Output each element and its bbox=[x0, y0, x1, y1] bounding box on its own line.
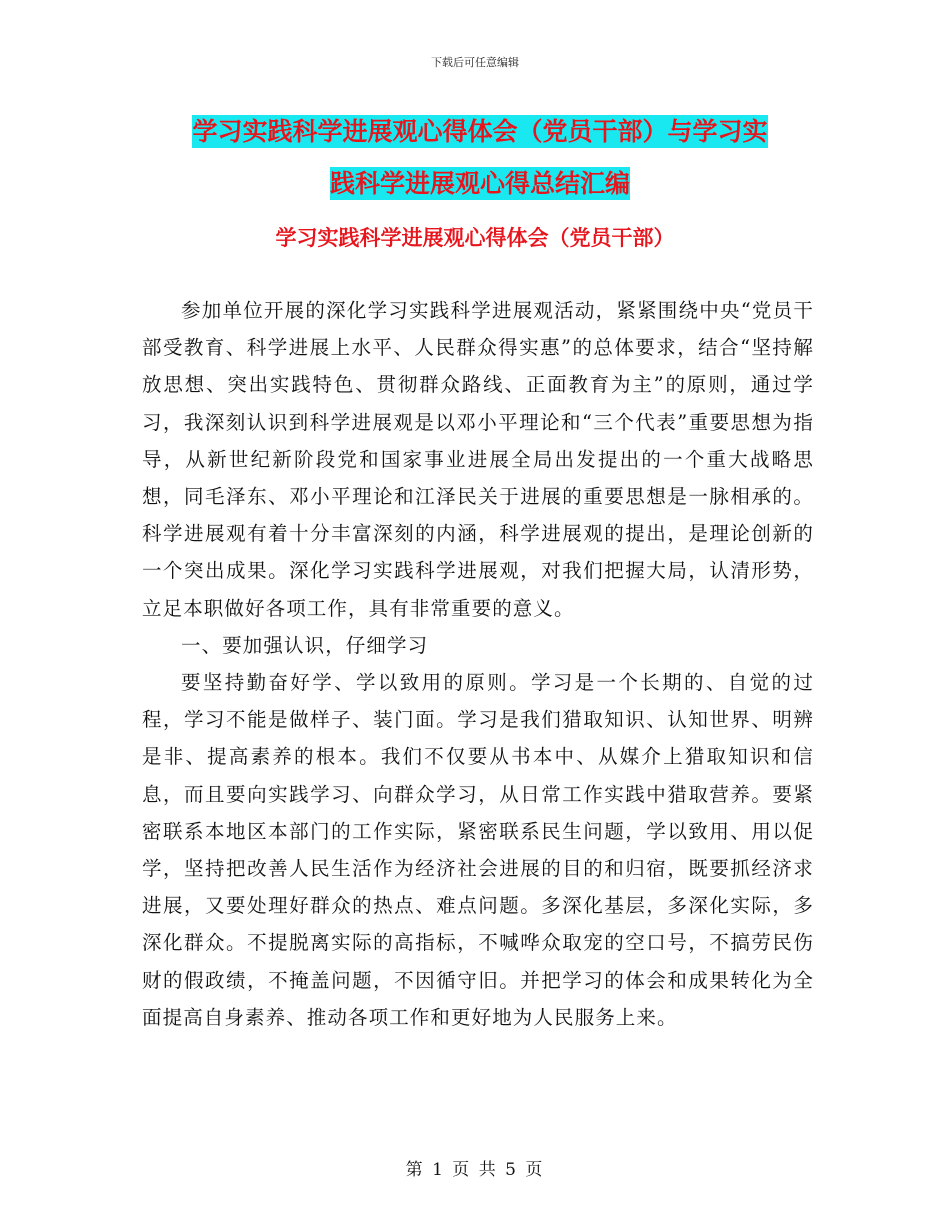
title-line-2: 践科学进展观心得总结汇编 bbox=[329, 169, 630, 198]
section-title: 学习实践科学进展观心得体会（党员干部） bbox=[275, 226, 675, 250]
body-heading: 一、要加强认识，仔细学习 bbox=[181, 633, 429, 657]
title-line-1: 学习实践科学进展观心得体会（党员干部）与学习实 bbox=[192, 117, 768, 146]
body-paragraph: 参加单位开展的深化学习实践科学进展观活动，紧紧围绕中央“党员干部受教育、科学进展上水平、人民群众得实惠”的总体要求，结合“坚持解放思想、突出实践特色、贯彻群众路线、正面教育为主”的原则，通过学习，我深刻认识到科学进展观是以邓小平理论和“三个代表”重要思想为指导，从新世纪新阶段党和国家事业进展全局出发提出的一个重大战略思想，同毛泽东、邓小平理论和江泽民关于进展的重要思想是一脉相承的。科学进展观有着十分丰富深刻的内涵，科学进展观的提出，是理论创新的一个突出成果。深化学习实践科学进展观，对我们把握大局，认清形势，立足本职做好各项工作，具有非常重要的意义。 bbox=[142, 299, 814, 620]
page-number: 第 1 页 共 5 页 bbox=[405, 1160, 545, 1180]
document-title bbox=[140, 106, 820, 210]
body-paragraph: 要坚持勤奋好学、学以致用的原则。学习是一个长期的、自觉的过程，学习不能是做样子、装门面。学习是我们猎取知识、认知世界、明辨是非、提高素养的根本。我们不仅要从书本中、从媒介上猎取知识和信息，而且要向实践学习、向群众学习，从日常工作实践中猎取营养。要紧密联系本地区本部门的工作实际，紧密联系民生问题，学以致用、用以促学，坚持把改善人民生活作为经济社会进展的目的和归宿，既要抓经济求进展，又要处理好群众的热点、难点问题。多深化基层，多深化实际，多深化群众。不提脱离实际的高指标，不喊哗众取宠的空口号，不搞劳民伤财的假政绩，不掩盖问题，不因循守旧。并把学习的体会和成果转化为全面提高自身素养、推动各项工作和更好地为人民服务上来。 bbox=[142, 671, 814, 1029]
header-note: 下载后可任意编辑 bbox=[431, 56, 519, 69]
document-body bbox=[142, 292, 814, 1036]
